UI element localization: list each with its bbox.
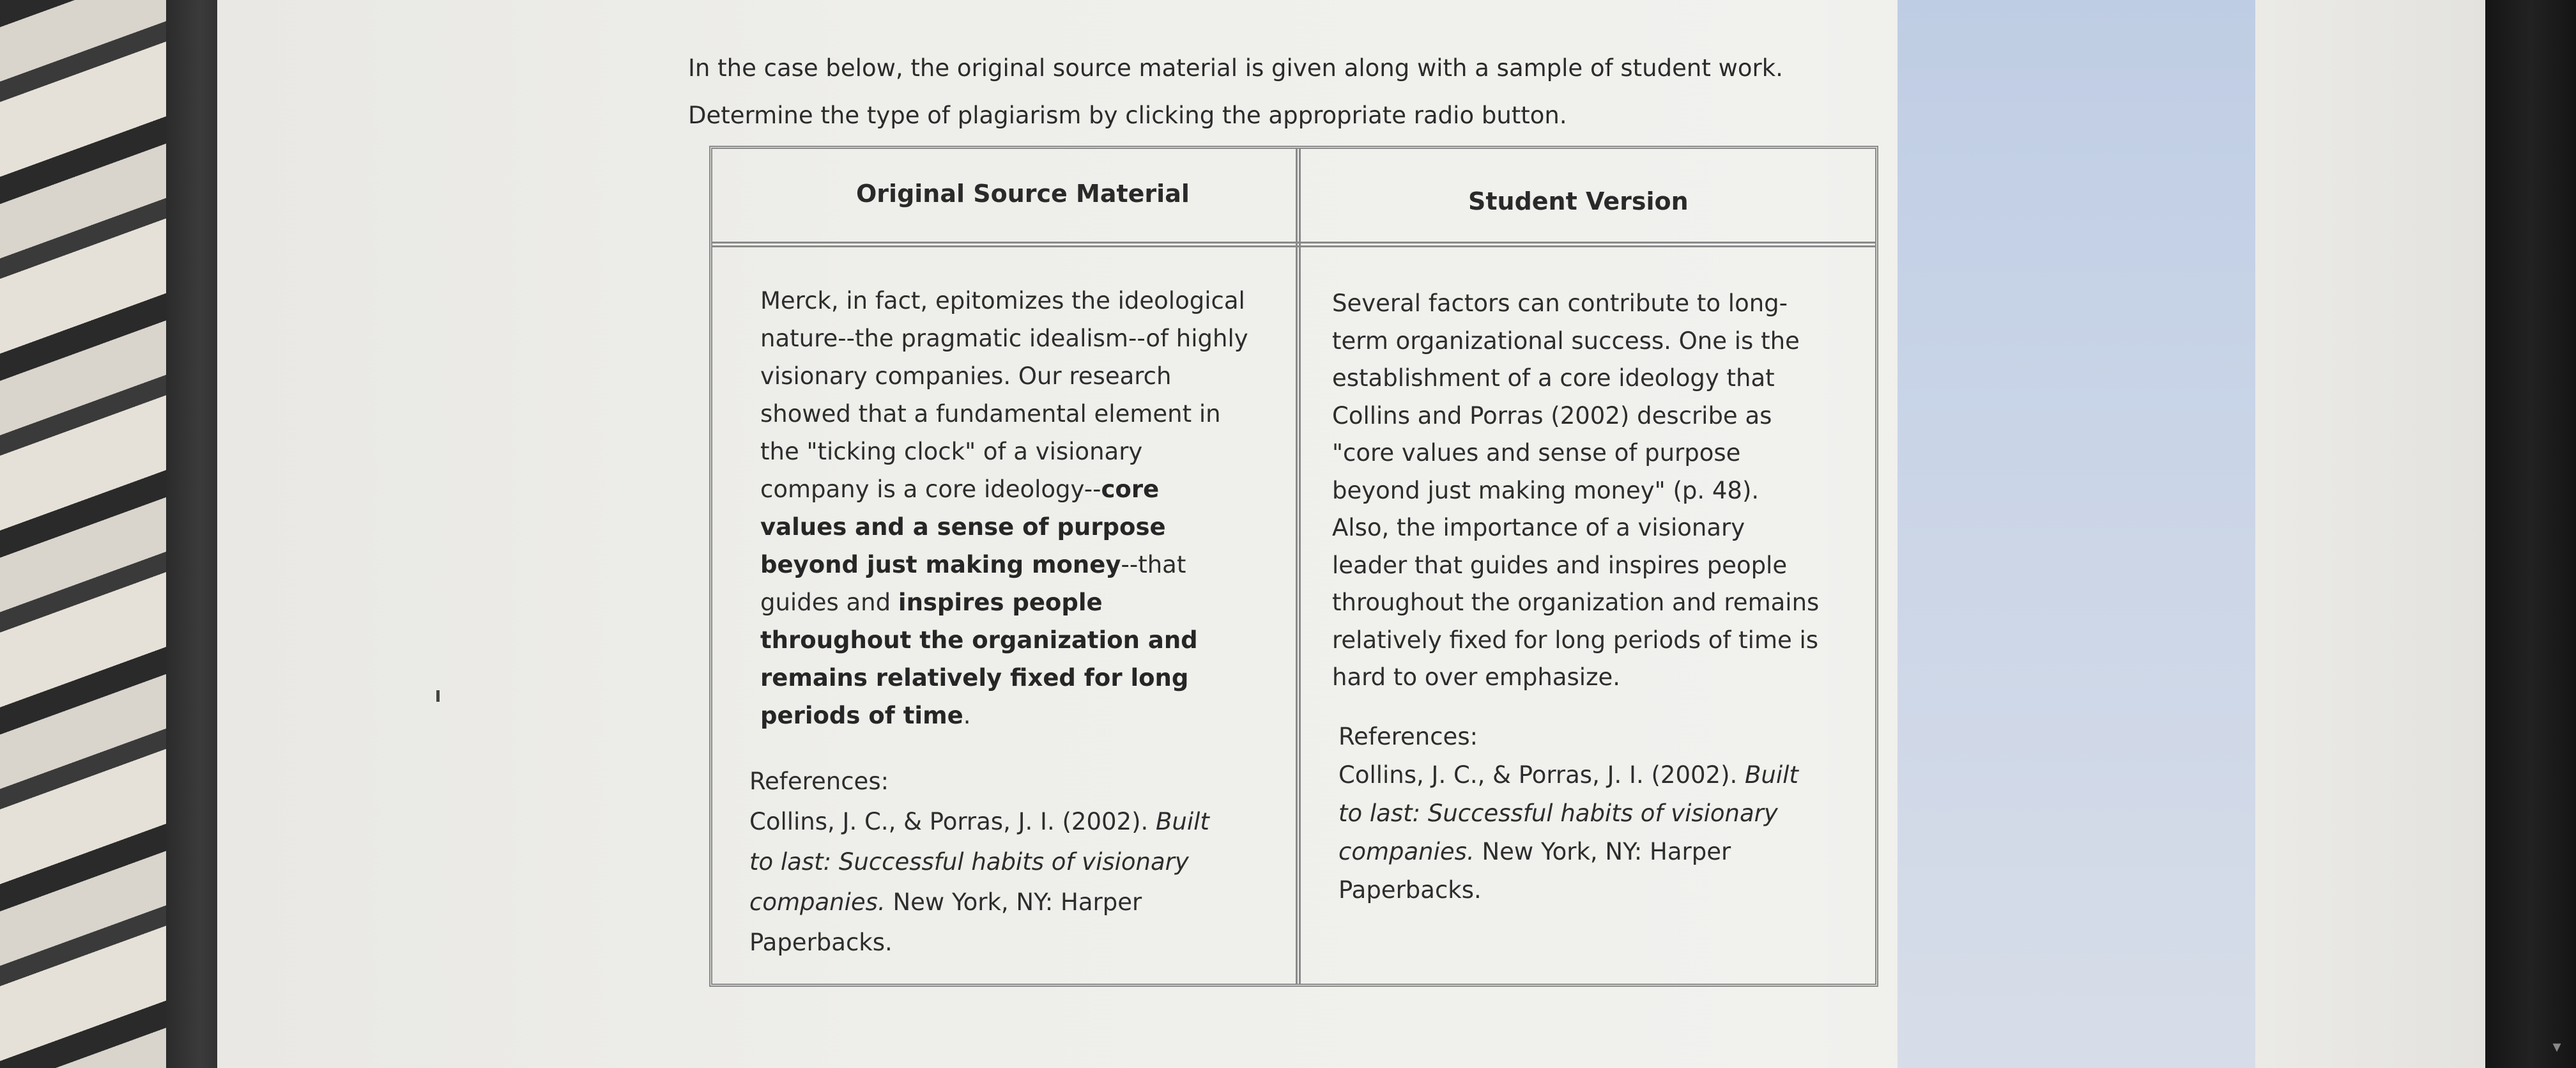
citation-line: Collins, J. C., & Porras, J. I. (2002). Built (749, 808, 1209, 835)
original-line: guides and inspires people (760, 589, 1103, 616)
student-references (1338, 718, 1798, 909)
citation-line: companies. New York, NY: Harper (749, 888, 1142, 916)
citation-line: Collins, J. C., & Porras, J. I. (2002). Built (1338, 761, 1798, 789)
student-line: Several factors can contribute to long- (1332, 290, 1788, 317)
citation-line: to last: Successful habits of visionary (1338, 800, 1778, 827)
header-divider (712, 242, 1875, 247)
original-line: remains relatively fixed for long (760, 664, 1189, 692)
citation-line: Paperbacks. (1338, 876, 1482, 904)
student-line: establishment of a core ideology that (1332, 364, 1775, 392)
student-line: throughout the organization and remains (1332, 589, 1820, 616)
instructions (688, 45, 1838, 139)
monitor-bezel-left (166, 0, 224, 1068)
original-line: nature--the pragmatic idealism--of highly (760, 325, 1248, 352)
side-panel (1897, 0, 2255, 1068)
scroll-down-arrow-icon[interactable]: ▾ (2552, 1037, 2561, 1056)
comparison-table (709, 146, 1878, 987)
student-line: "core values and sense of purpose (1332, 439, 1741, 467)
original-references (749, 761, 1209, 963)
cursor-mark (436, 690, 440, 702)
original-line: throughout the organization and (760, 626, 1198, 654)
citation-line: companies. New York, NY: Harper (1338, 838, 1731, 865)
student-line: leader that guides and inspires people (1332, 551, 1788, 579)
header-original-source: Original Source Material (856, 180, 1190, 208)
student-line: term organizational success. One is the (1332, 327, 1800, 355)
student-line: relatively fixed for long periods of time is (1332, 626, 1819, 654)
original-line: Merck, in fact, epitomizes the ideological (760, 287, 1245, 314)
citation-line: Paperbacks. (749, 929, 893, 956)
monitor-bezel-right (2485, 0, 2576, 1068)
references-label: References: (1338, 723, 1478, 750)
instructions-line-1: In the case below, the original source material is given along with a sample of student work. (688, 54, 1783, 82)
original-source-text (760, 282, 1248, 734)
student-line: Collins and Porras (2002) describe as (1332, 401, 1772, 430)
references-label: References: (749, 768, 889, 795)
original-line: the "ticking clock" of a visionary (760, 438, 1143, 465)
original-line: periods of time. (760, 702, 971, 729)
instructions-line-2: Determine the type of plagiarism by clicking the appropriate radio button. (688, 102, 1567, 129)
student-version-text (1332, 285, 1819, 697)
background-photo-left (0, 0, 192, 1068)
student-line: Also, the importance of a visionary (1332, 514, 1745, 541)
original-line: visionary companies. Our research (760, 362, 1172, 390)
original-line: beyond just making money--that (760, 551, 1186, 578)
original-line: values and a sense of purpose (760, 513, 1166, 541)
student-line: beyond just making money" (p. 48). (1332, 476, 1759, 504)
original-line: showed that a fundamental element in (760, 400, 1221, 428)
column-divider (1296, 149, 1301, 984)
original-line: company is a core ideology--core (760, 476, 1160, 503)
right-margin (2255, 0, 2492, 1068)
header-student-version: Student Version (1468, 187, 1689, 215)
citation-line: to last: Successful habits of visionary (749, 848, 1189, 876)
student-line: hard to over emphasize. (1332, 663, 1621, 691)
